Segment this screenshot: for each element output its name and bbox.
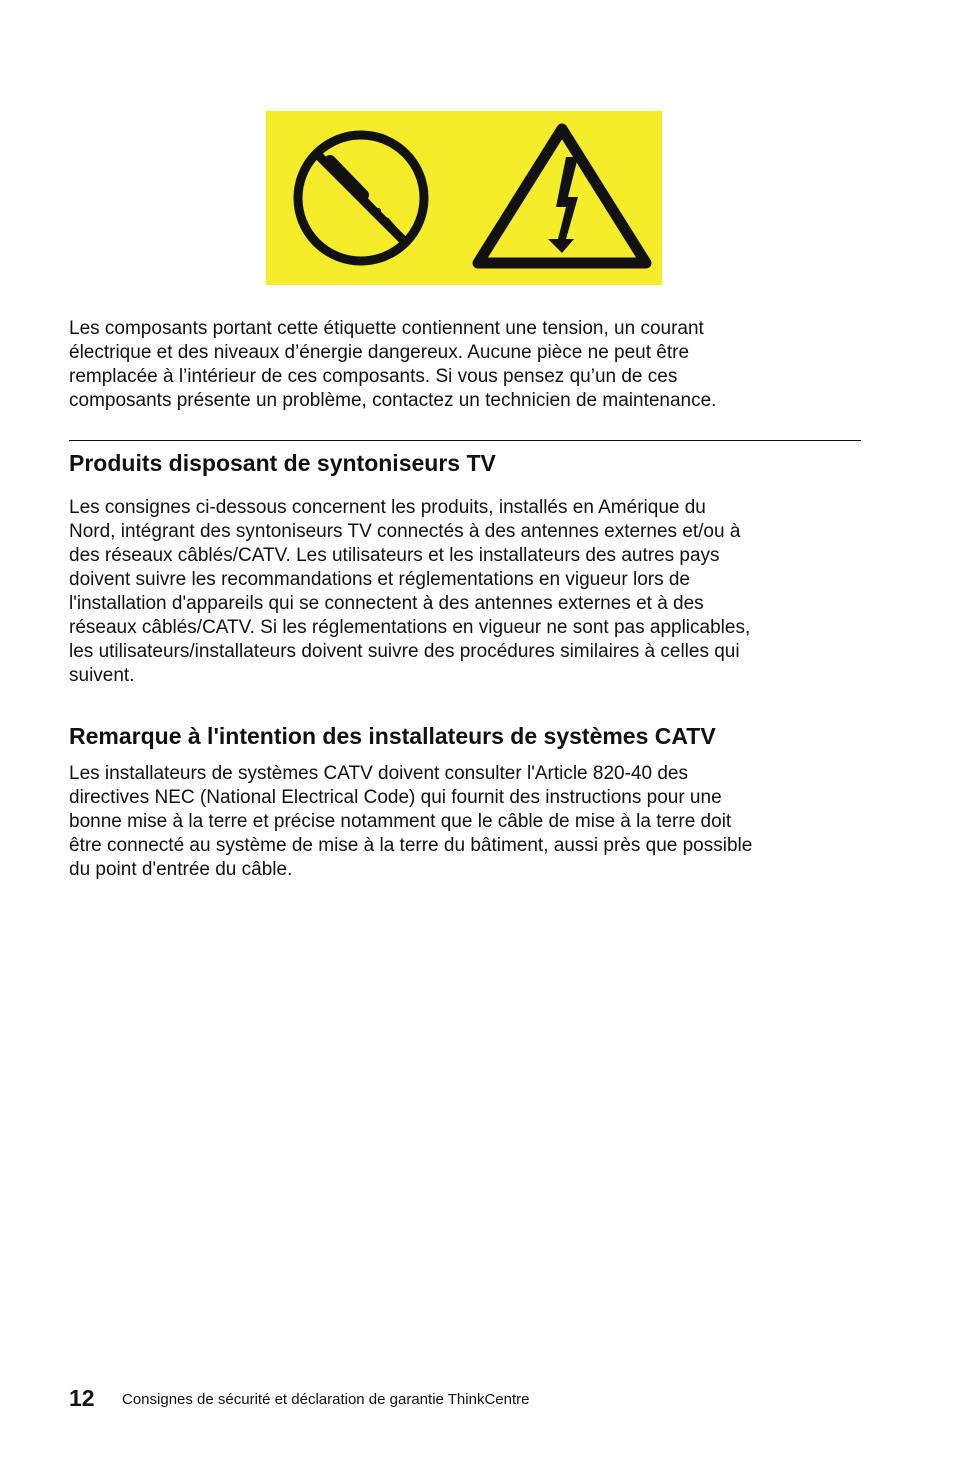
section-body-tv-tuners: Les consignes ci-dessous concernent les produits, installés en Amérique du Nord, intégrant des syntoniseurs TV connectés à des antennes externes et/ou à des réseaux câblés/CATV. Les utilisateurs et les installateurs des autres pays doivent suivre les recommandations et réglementations en vigueur lors de l'installation d'appareils qui se connectent à des antennes externes et à des réseaux câblés/CATV. Si les réglementations en vigueur ne sont pas applicables, les utilisateurs/installateurs doivent suivre des procédures similaires à celles qui suivent. — [69, 497, 751, 686]
hazard-label-graphic — [266, 111, 662, 285]
page-number: 12 — [69, 1385, 95, 1411]
high-voltage-icon — [478, 129, 646, 263]
section-title-tv-tuners: Produits disposant de syntoniseurs TV — [69, 450, 496, 476]
footer-title: Consignes de sécurité et déclaration de garantie ThinkCentre — [122, 1391, 530, 1408]
intro-paragraph: Les composants portant cette étiquette contiennent une tension, un courant électrique et des niveaux d’énergie dangereux. Aucune pièce ne peut être remplacée à l’intérieur de ces composants. Si vous pensez qu’un de ces composants présente un problème, contactez un technicien de maintenance. — [69, 318, 717, 411]
section-divider — [69, 440, 861, 441]
section-title-catv: Remarque à l'intention des installateurs de systèmes CATV — [69, 723, 716, 749]
section-body-catv: Les installateurs de systèmes CATV doivent consulter l'Article 820-40 des directives NEC (National Electrical Code) qui fournit des instructions pour une bonne mise à la terre et précise notamment que le câble de mise à la terre doit être connecté au système de mise à la terre du bâtiment, aussi près que possible du point d'entrée du câble. — [69, 763, 753, 880]
no-tool-icon — [298, 135, 424, 261]
hazard-label — [266, 111, 662, 285]
